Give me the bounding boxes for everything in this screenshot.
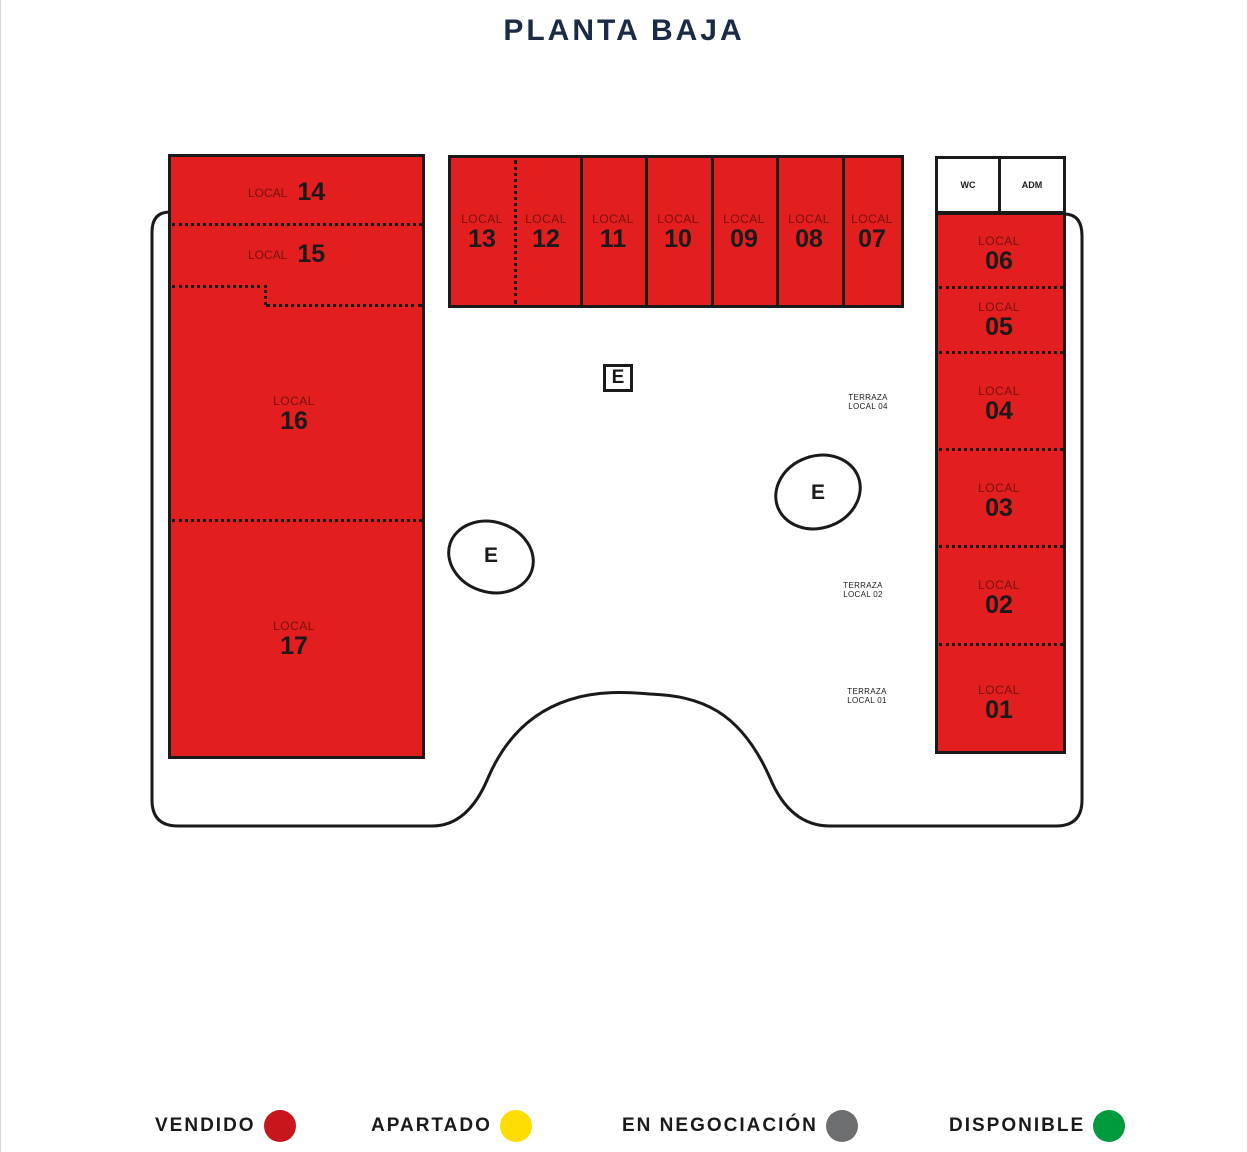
divider-14-15 xyxy=(172,223,422,226)
adm-room: ADM xyxy=(998,156,1066,214)
terrace-local-01: TERRAZA LOCAL 01 xyxy=(847,687,887,705)
elevator-left-label: E xyxy=(483,544,498,567)
legend-vendido-label: VENDIDO xyxy=(155,1115,256,1136)
terrace-local-04: TERRAZA LOCAL 04 xyxy=(848,393,888,411)
divider-15-16-b xyxy=(266,304,422,307)
legend-negociacion-dot xyxy=(826,1110,858,1142)
elevator-square: E xyxy=(603,364,633,392)
local-03-label[interactable]: LOCAL 03 xyxy=(978,481,1020,522)
local-05-label[interactable]: LOCAL 05 xyxy=(978,300,1020,341)
divider-04-03 xyxy=(939,448,1063,451)
local-06-label[interactable]: LOCAL 06 xyxy=(978,234,1020,275)
terrace-local-02: TERRAZA LOCAL 02 xyxy=(843,581,883,599)
local-13-label[interactable]: LOCAL 13 xyxy=(461,212,503,253)
divider-02-01 xyxy=(939,643,1063,646)
local-14-label[interactable]: LOCAL 14 xyxy=(248,178,326,206)
legend-vendido-dot xyxy=(264,1110,296,1142)
local-04-label[interactable]: LOCAL 04 xyxy=(978,384,1020,425)
divider-15-16-step xyxy=(264,285,267,305)
local-16-label[interactable]: LOCAL 16 xyxy=(273,394,315,435)
local-08-label[interactable]: LOCAL 08 xyxy=(788,212,830,253)
wc-room: WC xyxy=(935,156,1001,214)
legend-disponible xyxy=(949,1108,1125,1144)
local-01-label[interactable]: LOCAL 01 xyxy=(978,683,1020,724)
local-17-label[interactable]: LOCAL 17 xyxy=(273,619,315,660)
local-15-label[interactable]: LOCAL 15 xyxy=(248,240,326,268)
divider-06-05 xyxy=(939,286,1063,289)
legend-apartado-label: APARTADO xyxy=(371,1115,492,1136)
page-title: PLANTA BAJA xyxy=(503,14,745,47)
local-12-label[interactable]: LOCAL 12 xyxy=(525,212,567,253)
elevator-right-label: E xyxy=(810,481,825,504)
legend-negociacion xyxy=(622,1108,858,1144)
divider-03-02 xyxy=(939,545,1063,548)
legend-negociacion-label: EN NEGOCIACIÓN xyxy=(622,1115,818,1136)
legend-apartado xyxy=(371,1108,532,1144)
legend-disponible-dot xyxy=(1093,1110,1125,1142)
divider-15-16-a xyxy=(172,285,267,288)
divider-16-17 xyxy=(172,519,422,522)
local-09-label[interactable]: LOCAL 09 xyxy=(723,212,765,253)
divider-05-04 xyxy=(939,351,1063,354)
local-02-label[interactable]: LOCAL 02 xyxy=(978,578,1020,619)
legend-disponible-label: DISPONIBLE xyxy=(949,1115,1086,1136)
local-11-label[interactable]: LOCAL 11 xyxy=(592,212,634,253)
legend-apartado-dot xyxy=(500,1110,532,1142)
legend-vendido xyxy=(155,1108,296,1144)
local-07-label[interactable]: LOCAL 07 xyxy=(851,212,893,253)
local-10-label[interactable]: LOCAL 10 xyxy=(657,212,699,253)
